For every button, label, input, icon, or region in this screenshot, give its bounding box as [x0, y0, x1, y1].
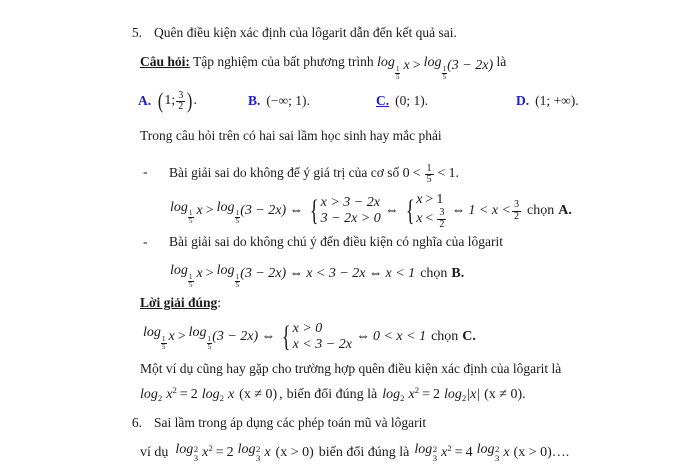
soleq-rel: >	[177, 328, 186, 344]
mistake-2-equation	[170, 261, 465, 289]
answer-value-d: (1; +∞).	[535, 93, 579, 109]
exeq-mid-text: biến đổi đúng là	[286, 387, 378, 402]
answer-a-right-num: 3	[178, 89, 184, 101]
relation-q: >	[412, 58, 421, 74]
log-base-den-q2: 5	[442, 72, 447, 81]
m1eq-result-num: 3	[513, 199, 520, 211]
m1eq-iff3: ⇔	[451, 202, 466, 218]
item-5-number: 5.	[131, 25, 142, 40]
answer-value-c: (0; 1).	[395, 93, 429, 109]
question-text-before: Tập nghiệm của bất phương trình	[193, 54, 374, 69]
m1eq-sys2-r2-den: 2	[439, 218, 445, 230]
m2eq-log1-num: 1	[188, 272, 193, 281]
log-base-num-q2: 1	[442, 64, 447, 73]
m2eq-chon-word: chọn	[420, 266, 448, 282]
paren-right-a: )	[187, 88, 193, 113]
i6-log3: log	[414, 442, 433, 458]
m1eq-result-left: 1 < x <	[468, 202, 511, 218]
answer-option-a[interactable]	[138, 90, 248, 112]
soleq-log1: log	[143, 325, 161, 341]
mistake-1-bullet: -	[143, 164, 148, 179]
answer-a-left: 1	[164, 93, 172, 109]
item-6-example	[140, 443, 569, 463]
i6-eq2: =	[454, 445, 463, 460]
log-word-q1: log	[376, 55, 395, 70]
i6-log1: log	[175, 442, 194, 458]
answer-letter-b: B.	[248, 93, 261, 109]
solution-label: Lời giải đúng	[140, 295, 218, 310]
exeq-log2: log	[201, 387, 220, 402]
i6-r1-arg: x	[264, 445, 271, 460]
i6-l1-argsup: 2	[208, 443, 213, 454]
exeq-log3-base: 2	[400, 393, 405, 404]
exeq-eq2: =	[422, 387, 430, 402]
m1eq-iff1: ⇔	[289, 202, 304, 218]
exeq-r1-arg: x	[227, 387, 235, 402]
exeq-r1-coef: 2	[190, 387, 198, 402]
i6-r2-arg: x	[503, 445, 510, 460]
i6-l2-arg: x	[441, 445, 448, 460]
soleq-iff1: ⇔	[261, 328, 276, 344]
m2eq-chon-letter: B.	[451, 266, 465, 282]
item-5-title: Quên điều kiện xác định của lôgarit dẫn đến kết quả sai.	[154, 25, 457, 40]
i6-l2-argsup: 2	[447, 443, 452, 454]
m1eq-chon-letter: A.	[558, 202, 572, 218]
i6-l1-arg: x	[202, 445, 209, 460]
mistake-1	[143, 163, 683, 185]
answer-letter-c: C.	[376, 93, 390, 109]
i6-r1-coef: 2	[226, 445, 234, 460]
soleq-sys-row2: x < 3 − 2x	[292, 336, 352, 352]
item6-lead: ví dụ	[140, 445, 169, 460]
exeq-log4-base: 2	[461, 393, 467, 404]
m1eq-iff2: ⇔	[384, 202, 399, 218]
i6-log4: log	[476, 442, 495, 458]
exeq-r2-arg: |x|	[466, 387, 481, 402]
m1-lt2: <	[437, 166, 446, 182]
soleq-log2: log	[188, 325, 207, 341]
m1eq-log1-den: 5	[188, 217, 193, 226]
item-6-heading	[112, 414, 672, 432]
m1eq-result-den: 2	[513, 211, 520, 222]
m1eq-sys2-r2-num: 3	[439, 207, 445, 219]
question-label: Câu hỏi:	[140, 54, 190, 69]
i6-log3-base: 3	[432, 452, 438, 463]
m1eq-lhs-arg: x	[196, 202, 203, 218]
m1eq-log1: log	[170, 199, 188, 215]
mistakes-intro: Trong câu hỏi trên có hai sai lầm học sinh hay mắc phải	[140, 128, 442, 143]
answer-option-c[interactable]	[376, 93, 516, 109]
i6-mid-text: biến đổi đúng là	[318, 445, 410, 460]
soleq-chon-word: chọn	[431, 328, 459, 344]
m1eq-system-2	[403, 192, 448, 230]
example-text: Một ví dụ cũng hay gặp cho trường hợp quên điều kiện xác định của lôgarit là	[140, 361, 562, 376]
m1-zero: 0	[402, 166, 410, 182]
m1eq-rhs-arg: (3 − 2x)	[240, 202, 287, 218]
log-arg-q2: (3 − 2x)	[447, 58, 494, 74]
exeq-l1-arg: x	[166, 387, 173, 402]
answer-value-a	[157, 90, 197, 112]
m2eq-rhs-arg: (3 − 2x)	[240, 266, 287, 282]
exeq-log1: log	[140, 387, 158, 402]
solution-label-colon: :	[217, 295, 222, 310]
i6-log2-base: 3	[255, 452, 261, 463]
soleq-log1-num: 1	[161, 334, 166, 343]
exeq-cond2: (x ≠ 0).	[484, 387, 526, 402]
m2eq-iff2: ⇔	[368, 266, 383, 282]
exeq-l2-arg: x	[408, 387, 415, 402]
soleq-sys-row1: x > 0	[292, 321, 323, 336]
soleq-result: 0 < x < 1	[372, 328, 427, 344]
m2eq-log2-den: 5	[235, 280, 240, 289]
mistake-2	[143, 233, 683, 251]
log-word-q2: log	[423, 55, 442, 70]
brace-icon-sol: {	[281, 318, 291, 353]
i6-log2-sup: 2	[255, 444, 261, 455]
m1-one: 1.	[448, 166, 459, 182]
m2eq-result: x < 1	[385, 266, 416, 282]
mistake-1-inline-math	[403, 163, 459, 185]
answer-option-d[interactable]	[516, 93, 579, 109]
exeq-comma: ,	[279, 387, 283, 402]
m1-frac-num: 1	[426, 162, 432, 174]
soleq-system	[279, 318, 352, 353]
mistake-1-text	[155, 163, 459, 185]
m1eq-rel: >	[205, 202, 214, 218]
m2eq-lhs-arg: x	[196, 266, 203, 282]
answer-a-sep: ;	[171, 93, 176, 109]
question-line	[140, 53, 680, 81]
exeq-log4: log	[443, 387, 462, 402]
soleq-log1-den: 5	[161, 343, 166, 352]
m2eq-rel: >	[205, 266, 214, 282]
m1-lt1: <	[412, 166, 421, 182]
exeq-eq: =	[179, 387, 188, 402]
mistake-2-bullet: -	[143, 234, 148, 249]
answer-letter-a: A.	[138, 93, 152, 109]
m1eq-sys2-r1-val: 1	[436, 192, 444, 207]
soleq-chon-letter: C.	[462, 328, 476, 344]
exeq-log3: log	[382, 387, 401, 402]
solution-equation	[143, 318, 476, 353]
m1eq-system-1	[307, 195, 381, 226]
i6-log4-sup: 2	[494, 444, 500, 455]
m2eq-log2: log	[216, 263, 235, 278]
m1eq-sys2-r2-rel: <	[425, 210, 434, 226]
m1-frac-den: 5	[426, 174, 432, 186]
m2eq-mid: x < 3 − 2x	[306, 266, 366, 282]
i6-eq: =	[215, 445, 224, 460]
i6-log2: log	[237, 442, 256, 458]
brace-icon-m1b: {	[405, 193, 415, 228]
answer-options	[138, 90, 683, 112]
log-arg-q1: x	[403, 58, 410, 74]
m1eq-log2-num: 1	[235, 209, 240, 218]
m1eq-log2: log	[216, 199, 235, 215]
exeq-log2-base: 2	[219, 393, 224, 404]
m2eq-log2-num: 1	[235, 272, 240, 281]
soleq-log2-den: 5	[207, 343, 212, 352]
exeq-l1-sup: 2	[172, 385, 177, 396]
paren-left-a: (	[158, 88, 164, 113]
m2eq-log1-den: 5	[188, 280, 193, 289]
mistake-1-equation	[170, 192, 572, 230]
exeq-cond1: (x ≠ 0)	[239, 387, 278, 402]
i6-log1-sup: 2	[193, 444, 199, 455]
answer-value-b: (−∞; 1).	[266, 93, 310, 109]
soleq-rhs-arg: (3 − 2x)	[212, 328, 259, 344]
exeq-r2-coef: 2	[432, 387, 440, 402]
mistake-2-text: Bài giải sai do không chú ý đến điều kiện có nghĩa của lôgarit	[169, 234, 504, 249]
soleq-lhs-arg: x	[168, 328, 175, 344]
item-6-title: Sai lầm trong áp dụng các phép toán mũ và lôgarit	[154, 415, 427, 430]
i6-r2-coef: 4	[465, 445, 473, 460]
soleq-log2-num: 1	[207, 334, 212, 343]
mistake-1-text-before: Bài giải sai do không để ý giá trị của cơ số	[169, 165, 400, 181]
m1eq-sys1-row2: 3 − 2x > 0	[320, 210, 381, 226]
solution-heading	[140, 294, 221, 312]
i6-log1-base: 3	[193, 452, 199, 463]
i6-cond1: (x > 0)	[275, 445, 314, 460]
m1eq-sys1-row1: x > 3 − 2x	[320, 195, 380, 211]
answer-a-trailing: .	[193, 93, 198, 109]
brace-icon-m1a: {	[309, 193, 319, 228]
m1eq-chon-word: chọn	[527, 202, 555, 218]
answer-option-b[interactable]	[248, 93, 376, 109]
m1eq-sys2-r1-rel: >	[425, 192, 434, 207]
item-5-heading	[112, 24, 672, 42]
question-text-after: là	[496, 54, 507, 69]
exeq-log1-base: 2	[157, 393, 163, 404]
log-base-den-q1: 5	[395, 72, 400, 81]
m1eq-log1-num: 1	[188, 209, 193, 218]
i6-cond2: (x > 0)….	[513, 445, 570, 460]
m2eq-log1: log	[170, 263, 188, 278]
i6-log3-sup: 2	[432, 444, 438, 455]
exeq-l2-sup: 2	[414, 385, 420, 396]
item-6-number: 6.	[131, 415, 142, 430]
i6-log4-base: 3	[494, 452, 500, 463]
soleq-iff2: ⇔	[355, 328, 370, 344]
m1eq-sys2-r1-var: x	[416, 192, 423, 207]
answer-a-right-den: 2	[178, 101, 184, 113]
m1eq-log2-den: 5	[235, 217, 240, 226]
question-inequality	[376, 55, 494, 81]
m2eq-iff1: ⇔	[289, 266, 304, 282]
m1eq-sys2-r2-var: x	[416, 210, 423, 226]
log-base-num-q1: 1	[395, 64, 400, 73]
example-equation	[140, 385, 526, 403]
answer-letter-d: D.	[516, 93, 530, 109]
